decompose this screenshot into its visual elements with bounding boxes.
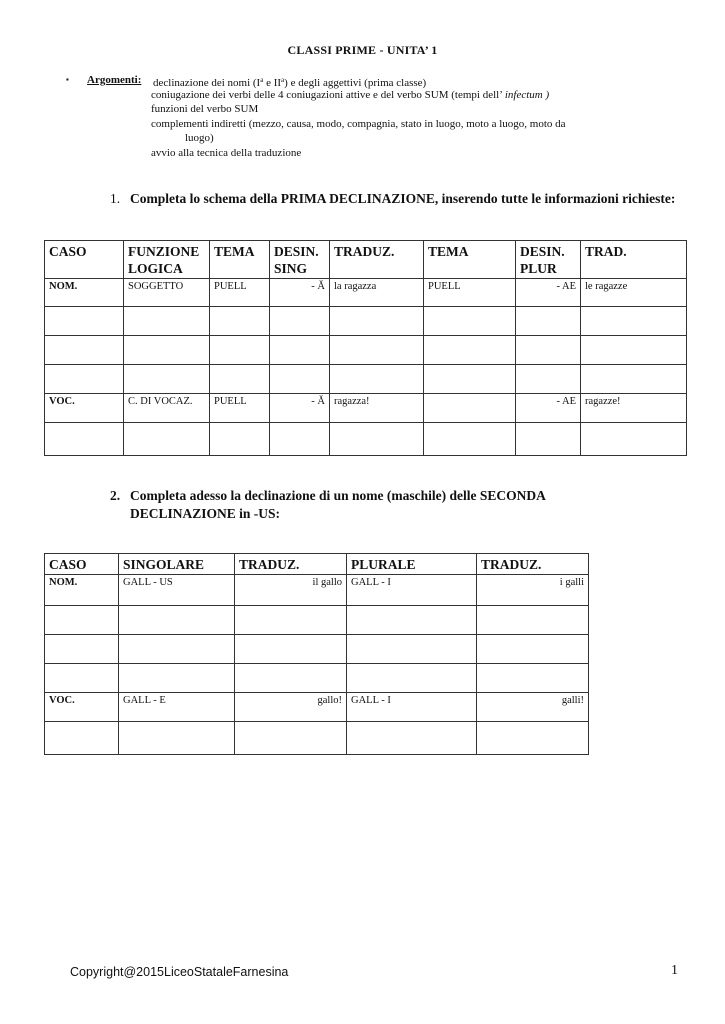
- table-row: [45, 307, 687, 336]
- table-cell[interactable]: [477, 722, 589, 755]
- table-cell: la ragazza: [330, 279, 424, 307]
- table-cell: - Ă: [270, 279, 330, 307]
- table-cell[interactable]: [581, 336, 687, 365]
- header-cell: SINGOLARE: [119, 554, 235, 575]
- header-cell: DESIN. PLUR: [516, 241, 581, 279]
- header-cell: TRADUZ.: [477, 554, 589, 575]
- table-cell[interactable]: [347, 664, 477, 693]
- table-cell[interactable]: [477, 664, 589, 693]
- topic-line-6: avvio alla tecnica della traduzione: [151, 146, 302, 159]
- table-cell[interactable]: [210, 365, 270, 394]
- header-cell: DESIN. SING: [270, 241, 330, 279]
- table-cell[interactable]: [516, 423, 581, 456]
- table-cell[interactable]: [347, 722, 477, 755]
- table-cell: PUELL: [210, 394, 270, 423]
- table-cell[interactable]: [124, 307, 210, 336]
- header-cell: TRADUZ.: [235, 554, 347, 575]
- table-header-row: [45, 241, 687, 279]
- case-cell: NOM.: [45, 279, 124, 307]
- table-cell[interactable]: [347, 606, 477, 635]
- table-cell: ragazze!: [581, 394, 687, 423]
- table-cell[interactable]: [581, 307, 687, 336]
- header-cell: TRAD.: [581, 241, 687, 279]
- table-cell[interactable]: [424, 307, 516, 336]
- table-cell[interactable]: [270, 365, 330, 394]
- table-cell[interactable]: [516, 307, 581, 336]
- header-cell: TEMA: [210, 241, 270, 279]
- topics-label: Argomenti:: [87, 74, 142, 86]
- table-cell[interactable]: [330, 336, 424, 365]
- table-cell: il gallo: [235, 575, 347, 606]
- table-cell[interactable]: [124, 336, 210, 365]
- table-cell[interactable]: [124, 365, 210, 394]
- table-cell: i galli: [477, 575, 589, 606]
- table-cell[interactable]: [124, 423, 210, 456]
- case-cell[interactable]: [45, 635, 119, 664]
- header-cell: CASO: [45, 241, 124, 279]
- table-cell[interactable]: [424, 365, 516, 394]
- case-cell[interactable]: [45, 365, 124, 394]
- table-cell[interactable]: [424, 423, 516, 456]
- page-number: 1: [671, 963, 678, 978]
- table-cell: le ragazze: [581, 279, 687, 307]
- copyright-footer: Copyright@2015LiceoStataleFarnesina: [70, 965, 289, 979]
- table-row: [45, 606, 589, 635]
- table-cell[interactable]: [424, 394, 516, 423]
- table-cell[interactable]: [581, 423, 687, 456]
- case-cell[interactable]: [45, 336, 124, 365]
- table-cell[interactable]: [210, 336, 270, 365]
- table-cell[interactable]: [119, 606, 235, 635]
- table-cell[interactable]: [347, 635, 477, 664]
- table-cell: GALL - US: [119, 575, 235, 606]
- table-cell: - Ă: [270, 394, 330, 423]
- table-cell: galli!: [477, 693, 589, 722]
- case-cell[interactable]: [45, 722, 119, 755]
- table-row: [45, 394, 687, 423]
- table-row: [45, 693, 589, 722]
- table-cell: gallo!: [235, 693, 347, 722]
- question-1-number: 1.: [110, 191, 121, 206]
- table-cell[interactable]: [235, 664, 347, 693]
- header-cell: CASO: [45, 554, 119, 575]
- table-cell: - AE: [516, 279, 581, 307]
- table-cell[interactable]: [235, 722, 347, 755]
- header-cell: TEMA: [424, 241, 516, 279]
- table-cell[interactable]: [330, 365, 424, 394]
- topic-line-5: luogo): [185, 132, 214, 144]
- table-row: [45, 722, 589, 755]
- table-cell[interactable]: [330, 307, 424, 336]
- table-cell[interactable]: [210, 423, 270, 456]
- table-cell[interactable]: [235, 635, 347, 664]
- topic-line-3: funzioni del verbo SUM: [151, 103, 259, 115]
- table-cell: GALL - I: [347, 693, 477, 722]
- case-cell: VOC.: [45, 394, 124, 423]
- case-cell: VOC.: [45, 693, 119, 722]
- table-cell[interactable]: [119, 635, 235, 664]
- case-cell[interactable]: [45, 423, 124, 456]
- table-cell: SOGGETTO: [124, 279, 210, 307]
- table-row: [45, 635, 589, 664]
- table-cell[interactable]: [477, 635, 589, 664]
- case-cell[interactable]: [45, 664, 119, 693]
- table-cell: PUELL: [210, 279, 270, 307]
- table-row: [45, 423, 687, 456]
- table-cell: GALL - I: [347, 575, 477, 606]
- table-row: [45, 336, 687, 365]
- table-row: [45, 365, 687, 394]
- table-row: [45, 664, 589, 693]
- table-cell: GALL - E: [119, 693, 235, 722]
- table-cell: PUELL: [424, 279, 516, 307]
- bullet-icon: ▪: [66, 75, 69, 84]
- table-cell[interactable]: [270, 336, 330, 365]
- topic-line-1: declinazione dei nomi ($I^a$ e $II^a$) e degli aggettivi (prima classe): [153, 76, 427, 89]
- table-cell: C. DI VOCAZ.: [124, 394, 210, 423]
- case-cell[interactable]: [45, 606, 119, 635]
- first-declension-table: [44, 240, 687, 456]
- table-cell[interactable]: [119, 722, 235, 755]
- second-declension-table: [44, 553, 589, 755]
- topic-line-2: coniugazione dei verbi delle 4 coniugazioni attive e del verbo SUM (tempi dell’ infectum ): [151, 88, 550, 101]
- table-cell[interactable]: [477, 606, 589, 635]
- header-cell: PLURALE: [347, 554, 477, 575]
- case-cell[interactable]: [45, 307, 124, 336]
- table-cell[interactable]: [235, 606, 347, 635]
- case-cell: NOM.: [45, 575, 119, 606]
- page-title: CLASSI PRIME - UNITA’ 1: [287, 43, 438, 57]
- table-cell[interactable]: [581, 365, 687, 394]
- topic-line-4: complementi indiretti (mezzo, causa, modo, compagnia, stato in luogo, moto a luogo, moto da: [151, 117, 566, 130]
- table-cell[interactable]: [270, 307, 330, 336]
- question-1-text: Completa lo schema della PRIMA DECLINAZIONE, inserendo tutte le informazioni richieste:: [130, 191, 676, 206]
- table-cell[interactable]: [210, 307, 270, 336]
- question-2-text: Completa adesso la declinazione di un nome (maschile) delle SECONDA DECLINAZIONE in -US:: [130, 488, 546, 521]
- question-2-number: 2.: [110, 488, 121, 503]
- table-cell[interactable]: [516, 336, 581, 365]
- table-cell: ragazza!: [330, 394, 424, 423]
- table-cell[interactable]: [424, 336, 516, 365]
- table-cell[interactable]: [516, 365, 581, 394]
- header-cell: FUNZIONE LOGICA: [124, 241, 210, 279]
- header-cell: TRADUZ.: [330, 241, 424, 279]
- table-cell: - AE: [516, 394, 581, 423]
- table-header-row: [45, 554, 589, 575]
- table-cell[interactable]: [119, 664, 235, 693]
- table-row: [45, 279, 687, 307]
- table-cell[interactable]: [330, 423, 424, 456]
- table-cell[interactable]: [270, 423, 330, 456]
- table-row: [45, 575, 589, 606]
